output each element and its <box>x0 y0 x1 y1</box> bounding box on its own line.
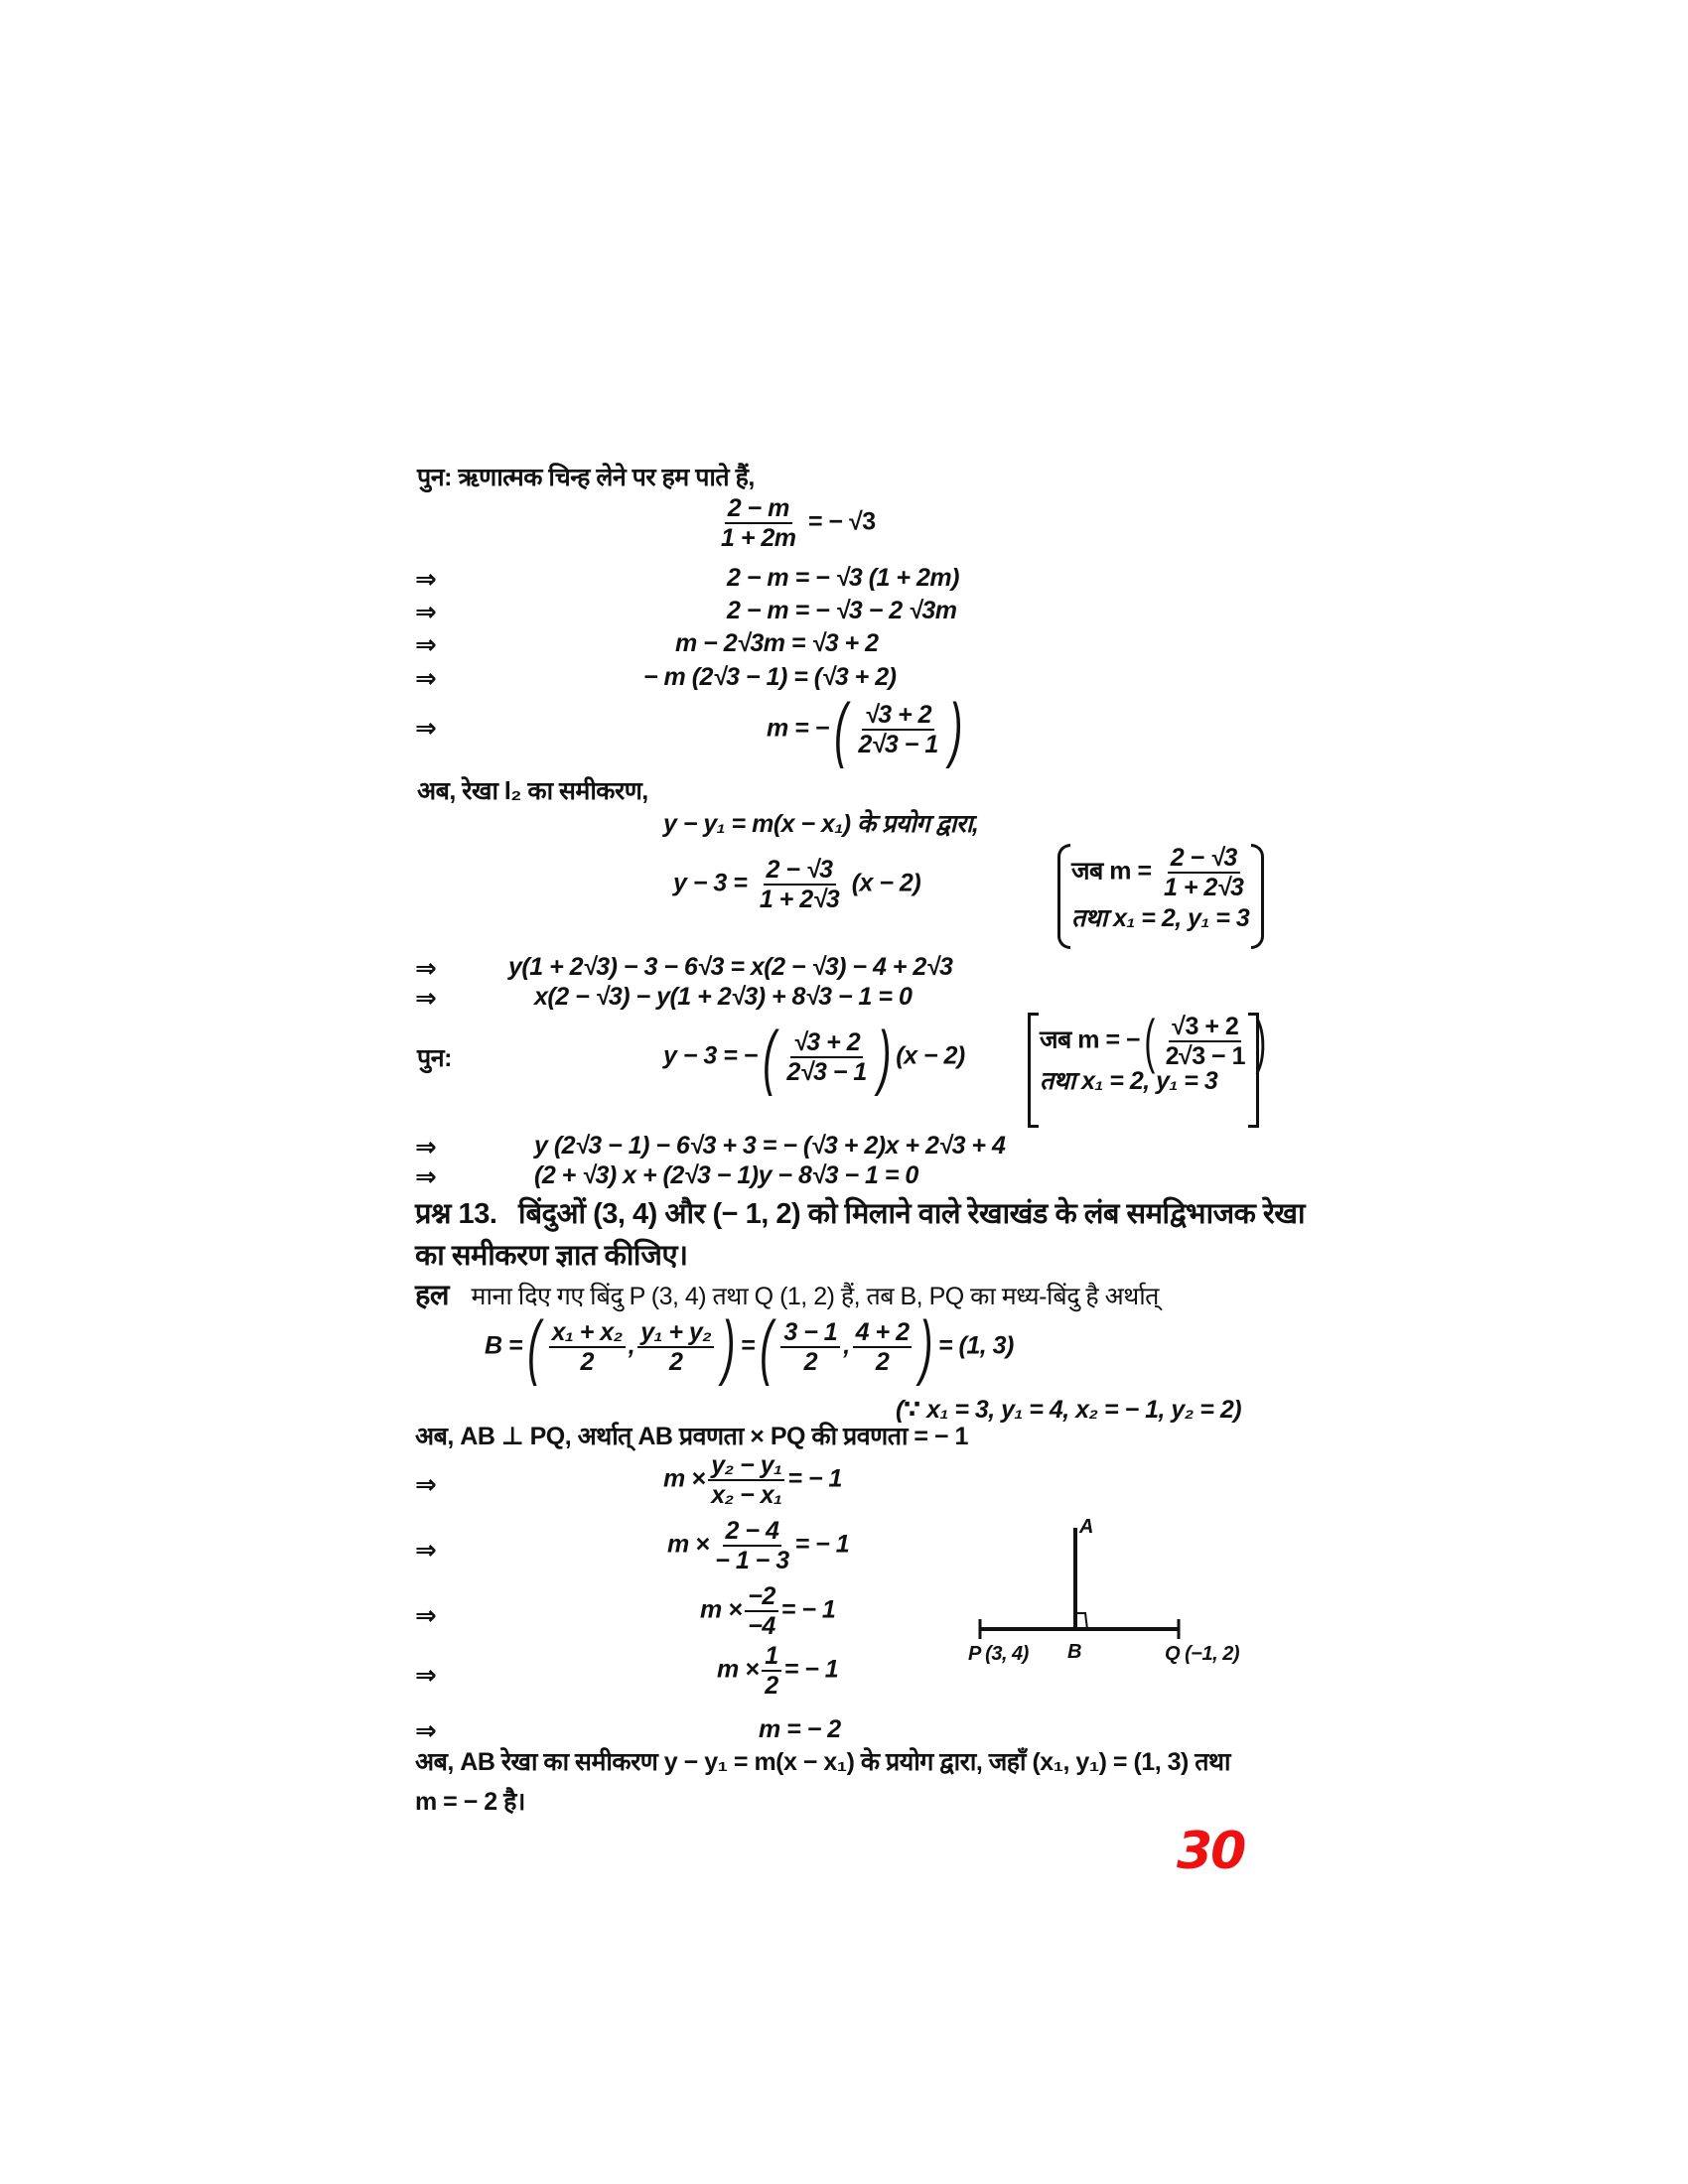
slope-result: m = − 2 <box>759 1715 841 1743</box>
denominator: 2 <box>803 1348 818 1376</box>
question-text-line2: का समीकरण ज्ञात कीजिए। <box>415 1240 688 1272</box>
implies-symbol: ⇒ <box>415 1132 437 1161</box>
numerator: y₂ − y₁ <box>708 1451 784 1481</box>
paren-right <box>1251 844 1264 949</box>
denominator: 2 <box>669 1348 683 1376</box>
note-prefix: जब m = <box>1071 857 1152 886</box>
numerator: 4 + 2 <box>853 1318 913 1348</box>
paren-left: ( <box>527 1307 541 1387</box>
step-line: m − 2√3m = √3 + 2 <box>675 629 879 657</box>
suffix: = − 1 <box>783 1655 839 1684</box>
implies-symbol: ⇒ <box>415 953 437 983</box>
implies-symbol: ⇒ <box>415 1660 437 1690</box>
perpendicular-condition: अब, AB ⊥ PQ, अर्थात् AB प्रवणता × PQ की प्रवणता = − 1 <box>415 1423 968 1450</box>
closing-line-2: m = − 2 है। <box>415 1788 525 1816</box>
implies-symbol: ⇒ <box>415 629 437 659</box>
suffix: = − 1 <box>787 1464 842 1493</box>
slope-step <box>667 1517 849 1574</box>
rhs: (x − 2) <box>851 869 921 897</box>
given-values-note: (∵ x₁ = 3, y₁ = 4, x₂ = − 1, y₂ = 2) <box>896 1396 1242 1424</box>
label-a: A <box>1079 1516 1093 1538</box>
suffix: = − 1 <box>780 1595 836 1624</box>
equation-l2-negative <box>663 1018 965 1097</box>
solution-text: माना दिए गए बिंदु P (3, 4) तथा Q (1, 2) हैं, तब B, PQ का मध्य-बिंदु है अर्थात् <box>471 1283 1159 1310</box>
prefix: m × <box>717 1655 760 1684</box>
numerator: √3 + 2 <box>790 1028 863 1058</box>
prefix: m × <box>667 1530 710 1559</box>
paren-left: ( <box>760 1307 774 1387</box>
slope-step <box>700 1582 835 1640</box>
note-values: तथा x₁ = 2, y₁ = 3 <box>1071 904 1250 932</box>
line-equation-intro: अब, रेखा l₂ का समीकरण, <box>417 777 648 805</box>
paren-right: ) <box>919 1307 933 1387</box>
question-text-line1: बिंदुओं (3, 4) और (− 1, 2) को मिलाने वाले रेखाखंड के लंब समद्विभाजक रेखा <box>517 1198 1306 1230</box>
implies-symbol: ⇒ <box>415 1469 437 1499</box>
label-p: P (3, 4) <box>968 1643 1029 1665</box>
paren-right: ) <box>722 1307 736 1387</box>
question-13 <box>415 1199 1305 1229</box>
numerator: 2 − m <box>725 494 792 524</box>
step-line: (2 + √3) x + (2√3 − 1)y − 8√3 − 1 = 0 <box>534 1161 918 1189</box>
implies-symbol: ⇒ <box>415 1715 437 1745</box>
numerator: √3 + 2 <box>862 701 934 731</box>
denominator: 1 + 2√3 <box>759 886 840 913</box>
paren-left: ( <box>763 1018 776 1097</box>
denominator: − 1 − 3 <box>715 1547 789 1574</box>
denominator: 2√3 − 1 <box>1165 1042 1246 1070</box>
perpendicular-bisector-figure <box>968 1514 1266 1673</box>
implies-symbol: ⇒ <box>415 1600 437 1630</box>
result: = (1, 3) <box>937 1331 1014 1360</box>
numerator: x₁ + x₂ <box>549 1318 626 1348</box>
slope-step <box>663 1451 842 1509</box>
numerator: 1 <box>762 1642 780 1672</box>
paren-left <box>1057 844 1070 949</box>
final-slope-equation <box>767 690 967 769</box>
denominator: 2 <box>875 1348 890 1376</box>
paren-right: ) <box>878 1018 892 1097</box>
intro-text: पुन: ऋणात्मक चिन्ह लेने पर हम पाते हैं, <box>417 464 755 491</box>
rhs: = − √3 <box>807 507 876 536</box>
denominator: 2 <box>580 1348 594 1376</box>
numerator: √3 + 2 <box>1169 1013 1241 1042</box>
side-note-2 <box>1028 1008 1267 1100</box>
step-line: − m (2√3 − 1) = (√3 + 2) <box>643 663 897 691</box>
prefix: m × <box>700 1595 743 1624</box>
implies-symbol: ⇒ <box>415 983 437 1013</box>
implies-symbol: ⇒ <box>415 1161 437 1191</box>
numerator: 2 − 4 <box>723 1517 782 1547</box>
denominator: 2√3 − 1 <box>858 731 938 758</box>
lhs: y − 3 = − <box>663 1041 758 1070</box>
label-b: B <box>1067 1641 1081 1663</box>
bracket-left <box>1028 1013 1039 1128</box>
equation-negative-root <box>715 494 876 552</box>
rhs: (x − 2) <box>896 1041 965 1070</box>
step-line: y(1 + 2√3) − 3 − 6√3 = x(2 − √3) − 4 + 2√3 <box>508 953 953 981</box>
lhs: m = − <box>767 714 829 743</box>
numerator: −2 <box>745 1582 778 1612</box>
numerator: 3 − 1 <box>780 1318 840 1348</box>
suffix: = − 1 <box>794 1530 850 1559</box>
denominator: 2√3 − 1 <box>786 1058 867 1086</box>
implies-symbol: ⇒ <box>415 663 437 693</box>
denominator: −4 <box>748 1612 775 1640</box>
paren-left: ( <box>834 690 848 769</box>
implies-symbol: ⇒ <box>415 564 437 594</box>
question-label: प्रश्न 13. <box>415 1198 497 1230</box>
note-prefix: जब m = − <box>1040 1025 1141 1054</box>
step-line: 2 − m = − √3 (1 + 2m) <box>727 564 959 592</box>
again-label: पुन: <box>417 1044 452 1072</box>
denominator: 1 + 2m <box>721 524 796 552</box>
denominator: x₂ − x₁ <box>711 1481 782 1509</box>
solution-label: हल <box>415 1280 450 1311</box>
midpoint-equation: B =( $\frac{\text{x₁ + x₂}}{2}$ , $\frac{\text{y₁ + y₂}}{2}$ ) =( $\frac{3 - 1}{2}$ , $\frac{4 + 2}{2}$ ) = (1, 3) <box>485 1307 1014 1387</box>
paren-left: ( <box>1144 1008 1156 1074</box>
numerator: 2 − √3 <box>764 856 836 886</box>
numerator: 2 − √3 <box>1168 844 1240 874</box>
lhs: y − 3 = <box>673 869 748 897</box>
lhs: B = <box>485 1331 523 1360</box>
denominator: 2 <box>765 1672 778 1700</box>
step-line: y (2√3 − 1) − 6√3 + 3 = − (√3 + 2)x + 2√3 + 4 <box>534 1132 1006 1160</box>
closing-line-1: अब, AB रेखा का समीकरण y − y₁ = m(x − x₁) के प्रयोग द्वारा, जहाँ (x₁, y₁) = (1, 3) तथा <box>415 1748 1230 1776</box>
equation-l2-positive <box>673 856 920 913</box>
denominator: 1 + 2√3 <box>1164 874 1244 901</box>
step-line: x(2 − √3) − y(1 + 2√3) + 8√3 − 1 = 0 <box>534 983 913 1011</box>
prefix: m × <box>663 1464 706 1493</box>
paren-right: ) <box>1255 1008 1267 1074</box>
step-line: 2 − m = − √3 − 2 √3m <box>727 597 957 624</box>
paren-right: ) <box>949 690 962 769</box>
label-q: Q (−1, 2) <box>1165 1643 1239 1665</box>
note-values: तथा x₁ = 2, y₁ = 3 <box>1040 1067 1218 1095</box>
page-number: 30 <box>1177 1822 1245 1881</box>
side-note-1 <box>1057 844 1250 932</box>
fraction <box>718 494 799 552</box>
implies-symbol: ⇒ <box>415 713 437 743</box>
implies-symbol: ⇒ <box>415 597 437 626</box>
slope-step <box>717 1642 838 1700</box>
point-slope-formula: y − y₁ = m(x − x₁) के प्रयोग द्वारा, <box>663 810 979 838</box>
implies-symbol: ⇒ <box>415 1535 437 1565</box>
numerator: y₁ + y₂ <box>637 1318 714 1348</box>
